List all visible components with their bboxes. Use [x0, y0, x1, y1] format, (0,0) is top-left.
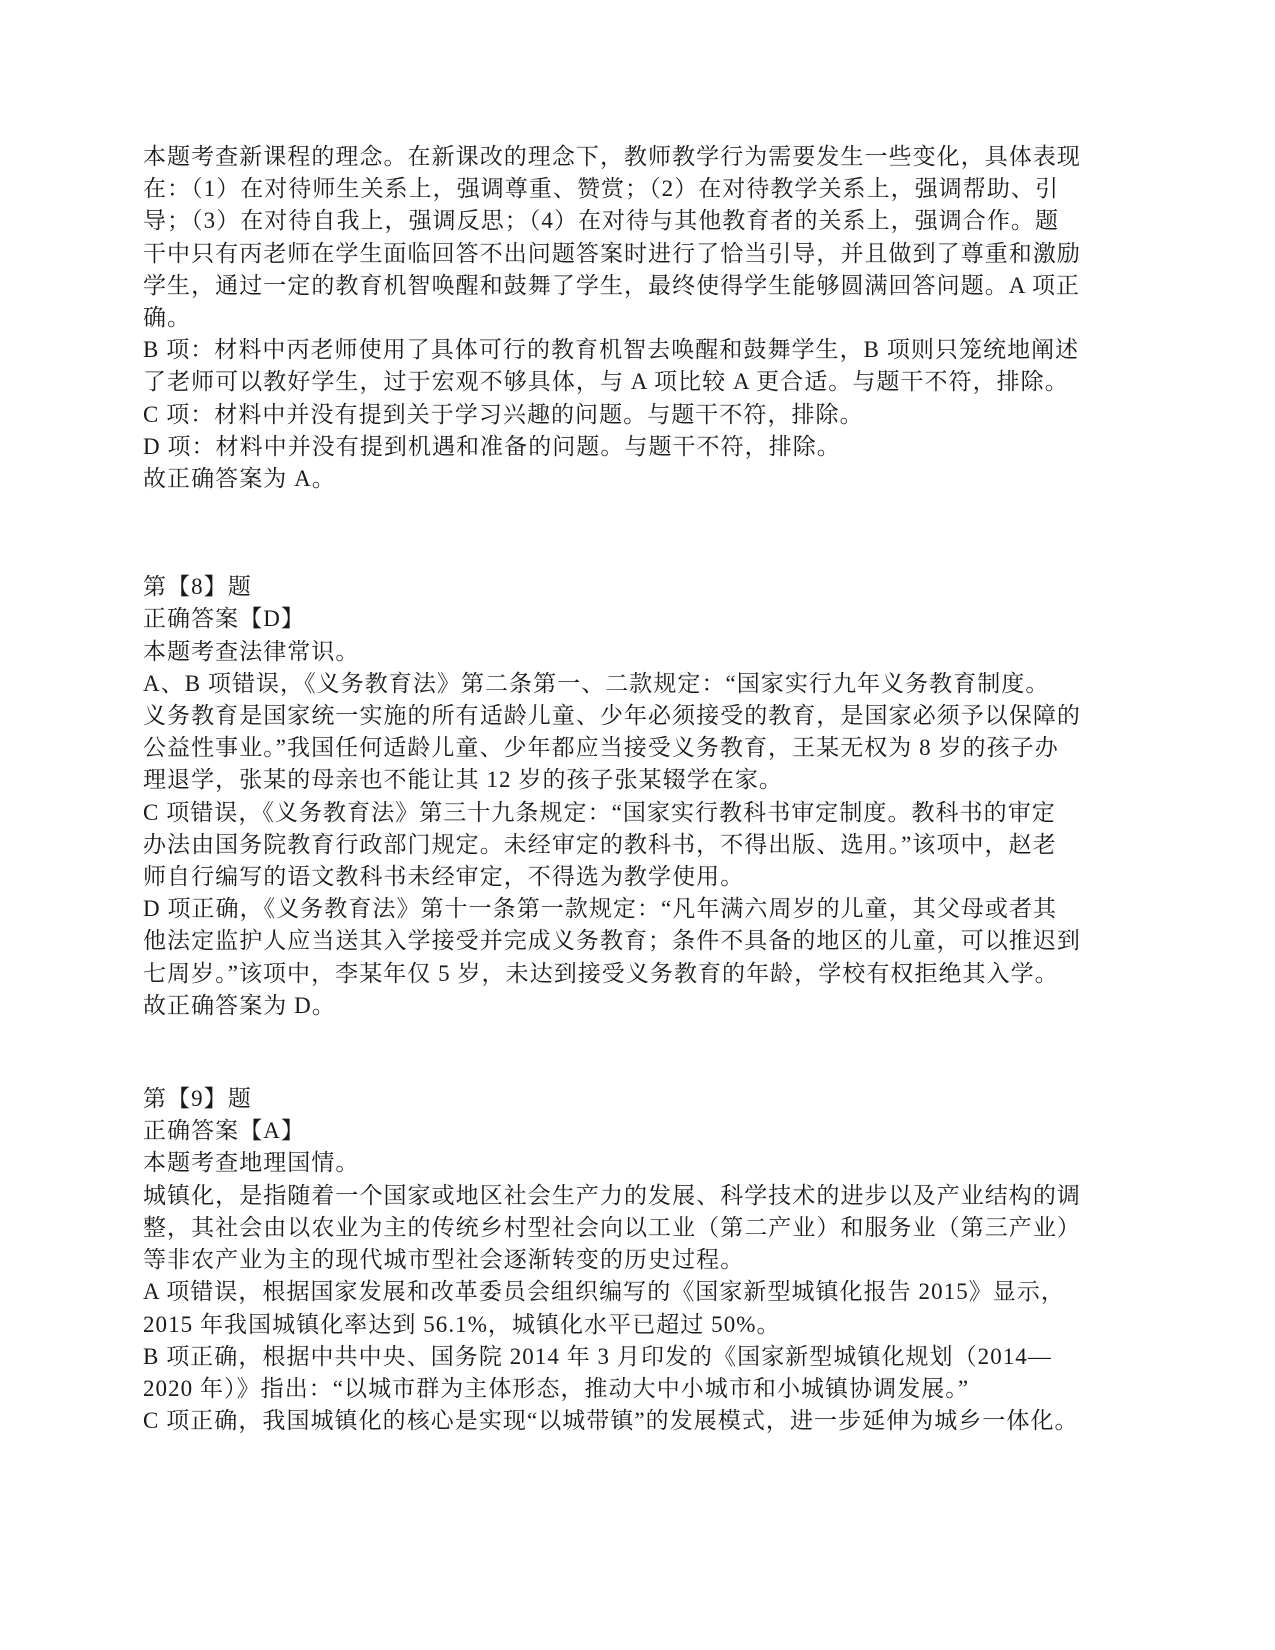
text-line: 确。	[143, 305, 192, 331]
text-line: 干中只有丙老师在学生面临回答不出问题答案时进行了恰当引导，并且做到了尊重和激励	[143, 240, 1081, 266]
text-line: 导；（3）在对待自我上，强调反思；（4）在对待与其他教育者的关系上，强调合作。题	[143, 208, 1059, 234]
text-line: A、B 项错误，《义务教育法》第二条第一、二款规定：“国家实行九年义务教育制度。	[143, 670, 1050, 696]
text-line: 他法定监护人应当送其入学接受并完成义务教育；条件不具备的地区的儿童，可以推迟到	[143, 928, 1081, 954]
text-line: B 项：材料中丙老师使用了具体可行的教育机智去唤醒和鼓舞学生，B 项则只笼统地阐述	[143, 337, 1080, 363]
text-line: 学生，通过一定的教育机智唤醒和鼓舞了学生，最终使得学生能够圆满回答问题。A 项正	[143, 272, 1081, 298]
text-line: 本题考查新课程的理念。在新课改的理念下，教师教学行为需要发生一些变化，具体表现	[143, 144, 1081, 169]
text-line: 本题考查法律常识。	[143, 638, 360, 664]
text-line: 2020 年）》指出：“以城市群为主体形态，推动大中小城市和小城镇协调发展。”	[143, 1375, 970, 1401]
text-line: 等非农产业为主的现代城市型社会逐渐转变的历史过程。	[143, 1247, 745, 1273]
text-line: B 项正确，根据中共中央、国务院 2014 年 3 月印发的《国家新型城镇化规划（2014—	[143, 1343, 1052, 1369]
text-line: 在：（1）在对待师生关系上，强调尊重、赞赏；（2）在对待教学关系上，强调帮助、引	[143, 176, 1059, 202]
text-line: 本题考查地理国情。	[143, 1150, 360, 1176]
text-line: 正确答案【A】	[143, 1118, 305, 1144]
text-line: 公益性事业。”我国任何适龄儿童、少年都应当接受义务教育，王某无权为 8 岁的孩子办	[143, 735, 1059, 761]
section-question-9	[143, 1083, 1128, 1437]
text-line: 第【9】题	[143, 1086, 252, 1112]
text-line: A 项错误，根据国家发展和改革委员会组织编写的《国家新型城镇化报告 2015》显示，	[143, 1279, 1065, 1305]
text-line: 故正确答案为 D。	[143, 992, 336, 1018]
text-line: D 项正确，《义务教育法》第十一条第一款规定：“凡年满六周岁的儿童，其父母或者其	[143, 896, 1058, 922]
section-answer-analysis-continued	[143, 141, 1128, 495]
text-line: 第【8】题	[143, 574, 252, 600]
text-line: 了老师可以教好学生，过于宏观不够具体，与 A 项比较 A 更合适。与题干不符，排除。	[143, 369, 1069, 395]
section-question-8	[143, 571, 1128, 1022]
text-line: 办法由国务院教育行政部门规定。未经审定的教科书，不得出版、选用。”该项中，赵老	[143, 831, 1057, 857]
text-line: C 项：材料中并没有提到关于学习兴趣的问题。与题干不符，排除。	[143, 401, 864, 427]
text-line: 正确答案【D】	[143, 606, 305, 632]
text-line: 整，其社会由以农业为主的传统乡村型社会向以工业（第二产业）和服务业（第三产业）	[143, 1214, 1081, 1240]
text-line: 故正确答案为 A。	[143, 466, 336, 492]
text-line: 七周岁。”该项中，李某年仅 5 岁，未达到接受义务教育的年龄，学校有权拒绝其入学。	[143, 960, 1059, 986]
text-line: D 项：材料中并没有提到机遇和准备的问题。与题干不符，排除。	[143, 433, 841, 459]
text-line: 城镇化，是指随着一个国家或地区社会生产力的发展、科学技术的进步以及产业结构的调	[143, 1182, 1081, 1208]
document-body	[143, 141, 1128, 1437]
text-line: 师自行编写的语文教科书未经审定，不得选为教学使用。	[143, 864, 745, 890]
text-line: C 项正确，我国城镇化的核心是实现“以城带镇”的发展模式，进一步延伸为城乡一体化。	[143, 1408, 1079, 1434]
text-line: 理退学，张某的母亲也不能让其 12 岁的孩子张某辍学在家。	[143, 767, 783, 793]
text-line: 义务教育是国家统一实施的所有适龄儿童、少年必须接受的教育，是国家必须予以保障的	[143, 703, 1081, 729]
text-line: 2015 年我国城镇化率达到 56.1%，城镇化水平已超过 50%。	[143, 1311, 781, 1337]
text-line: C 项错误，《义务教育法》第三十九条规定：“国家实行教科书审定制度。教科书的审定	[143, 799, 1056, 825]
